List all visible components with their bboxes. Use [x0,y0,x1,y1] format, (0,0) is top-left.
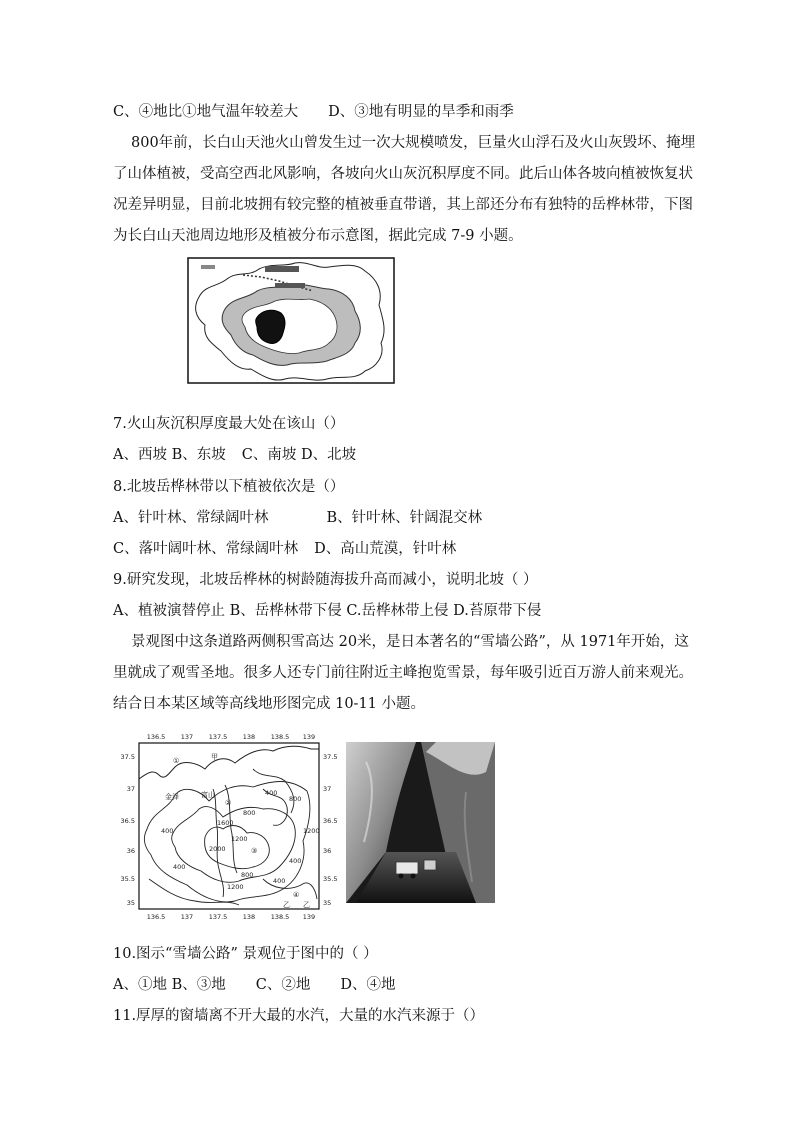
q9-option-d: D.苔原带下侵 [453,603,542,619]
left-tick-2: 37 [126,785,135,793]
left-tick-6: 35 [126,899,135,907]
bottom-tick-5: 138.5 [270,913,290,921]
q6-option-d: D、③地有明显的旱季和雨季 [328,104,514,120]
contour-1200c: 1200 [227,883,244,891]
label-yi-2: 乙 [303,901,310,909]
label-fushan: 富山 [201,791,215,799]
marker-3: ③ [251,847,258,855]
q9-option-a: A、植被演替停止 [113,603,225,619]
contour-400e: 400 [273,877,286,885]
para2-line-1: 景观图中这条道路两侧积雪高达 20米，是日本著名的“雪墙公路”，从 1971年开始，这 [131,634,689,650]
right-tick-6: 35 [323,899,332,907]
right-tick-3: 36.5 [323,817,338,825]
q9-option-b: B、岳桦林带下侵 [229,603,342,619]
q8-option-d: D、高山荒漠，针叶林 [314,541,457,557]
left-tick-5: 35.5 [120,875,135,883]
q6-option-c: C、④地比①地气温年较差大 [113,104,299,120]
q8-option-a: A、针叶林、常绿阔叶林 [113,510,269,526]
q10-option-a: A、①地 [113,977,167,993]
top-tick-5: 138.5 [270,733,290,741]
contour-400c: 400 [173,863,186,871]
q7-option-b: B、东坡 [171,447,226,463]
top-tick-1: 136.5 [146,733,166,741]
left-tick-4: 36 [126,847,135,855]
q7-options-line [113,445,356,465]
para2-line-3: 结合日本某区域等高线地形图完成 10-11 小题。 [113,696,426,712]
bottom-tick-3: 137.5 [208,913,228,921]
q10-option-b: B、③地 [171,977,226,993]
q8-option-b: B、针叶林、针阔混交林 [326,510,483,526]
contour-800b: 800 [289,795,302,803]
contour-400: 400 [265,789,278,797]
contour-400d: 400 [289,857,302,865]
q6-options-line [113,102,514,122]
q10-option-d: D、④地 [340,977,396,993]
q11-question: 11.厚厚的窗墙离不开大最的水汽，大量的水汽来源于（） [113,1008,485,1024]
snow-wall-road-photo [346,742,495,903]
contour-400b: 400 [161,827,174,835]
label-yi: 乙 [283,901,290,909]
q7-option-a: A、西坡 [113,447,167,463]
bottom-tick-4: 138 [242,913,256,921]
right-tick-4: 36 [323,847,332,855]
q10-option-c: C、②地 [255,977,311,993]
contour-800: 800 [243,809,256,817]
top-tick-2: 137 [180,733,194,741]
q7-option-c: C、南坡 [241,447,297,463]
japan-contour-map [113,729,338,921]
right-tick-2: 37 [323,785,332,793]
para1-line-2: 了山体植被，受高空西北风影响，各坡向火山灰沉积厚度不同。此后山体各坡向植被恢复状 [113,166,693,182]
q8-options-line-1 [113,508,482,528]
label-jia: 甲 [211,753,218,761]
contour-1600: 1600 [217,819,234,827]
marker-1: ① [173,757,180,765]
marker-4: ④ [293,891,300,899]
para2-line-2: 里就成了观雪圣地。很多人还专门前往附近主峰抱览雪景，每年吸引近百万游人前来观光。 [113,665,693,681]
q7-question: 7.火山灰沉积厚度最大处在该山（） [113,416,345,432]
contour-1200b: 1200 [303,827,320,835]
marker-2: ② [225,799,232,807]
top-tick-6: 139 [302,733,316,741]
q9-option-c: C.岳桦林带上侵 [346,603,449,619]
q9-question: 9.研究发现，北坡岳桦林的树龄随海拔升高而减小，说明北坡（ ） [113,572,538,588]
q7-option-d: D、北坡 [300,447,357,463]
top-tick-3: 137.5 [208,733,228,741]
top-tick-4: 138 [242,733,256,741]
q9-options-line [113,601,541,621]
para1-line-4: 为长白山天池周边地形及植被分布示意图，据此完成 7-9 小题。 [113,228,523,244]
q8-question: 8.北坡岳桦林带以下植被依次是（） [113,479,345,495]
right-tick-5: 35.5 [323,875,338,883]
right-tick-1: 37.5 [323,753,338,761]
label-kanazawa: 金泽 [165,793,179,801]
bottom-tick-6: 139 [302,913,316,921]
para1-line-3: 况差异明显，目前北坡拥有较完整的植被垂直带谱，其上部还分布有独特的岳桦林带，下图 [113,197,693,213]
contour-1200: 1200 [231,835,248,843]
contour-2000: 2000 [209,845,226,853]
q8-option-c: C、落叶阔叶林、常绿阔叶林 [113,541,299,557]
para1-line-1: 800年前，长白山天池火山曾发生过一次大规模喷发，巨量火山浮石及火山灰毁坏、掩埋 [131,135,696,151]
contour-800c: 800 [241,871,254,879]
q8-options-line-2 [113,539,456,559]
left-tick-3: 36.5 [120,817,135,825]
tianchi-vegetation-map [187,257,395,384]
q10-options-line [113,975,396,995]
q10-question: 10.图示“雪墙公路” 景观位于图中的（ ） [113,946,378,962]
bottom-tick-2: 137 [180,913,194,921]
left-tick-1: 37.5 [120,753,135,761]
bottom-tick-1: 136.5 [146,913,166,921]
